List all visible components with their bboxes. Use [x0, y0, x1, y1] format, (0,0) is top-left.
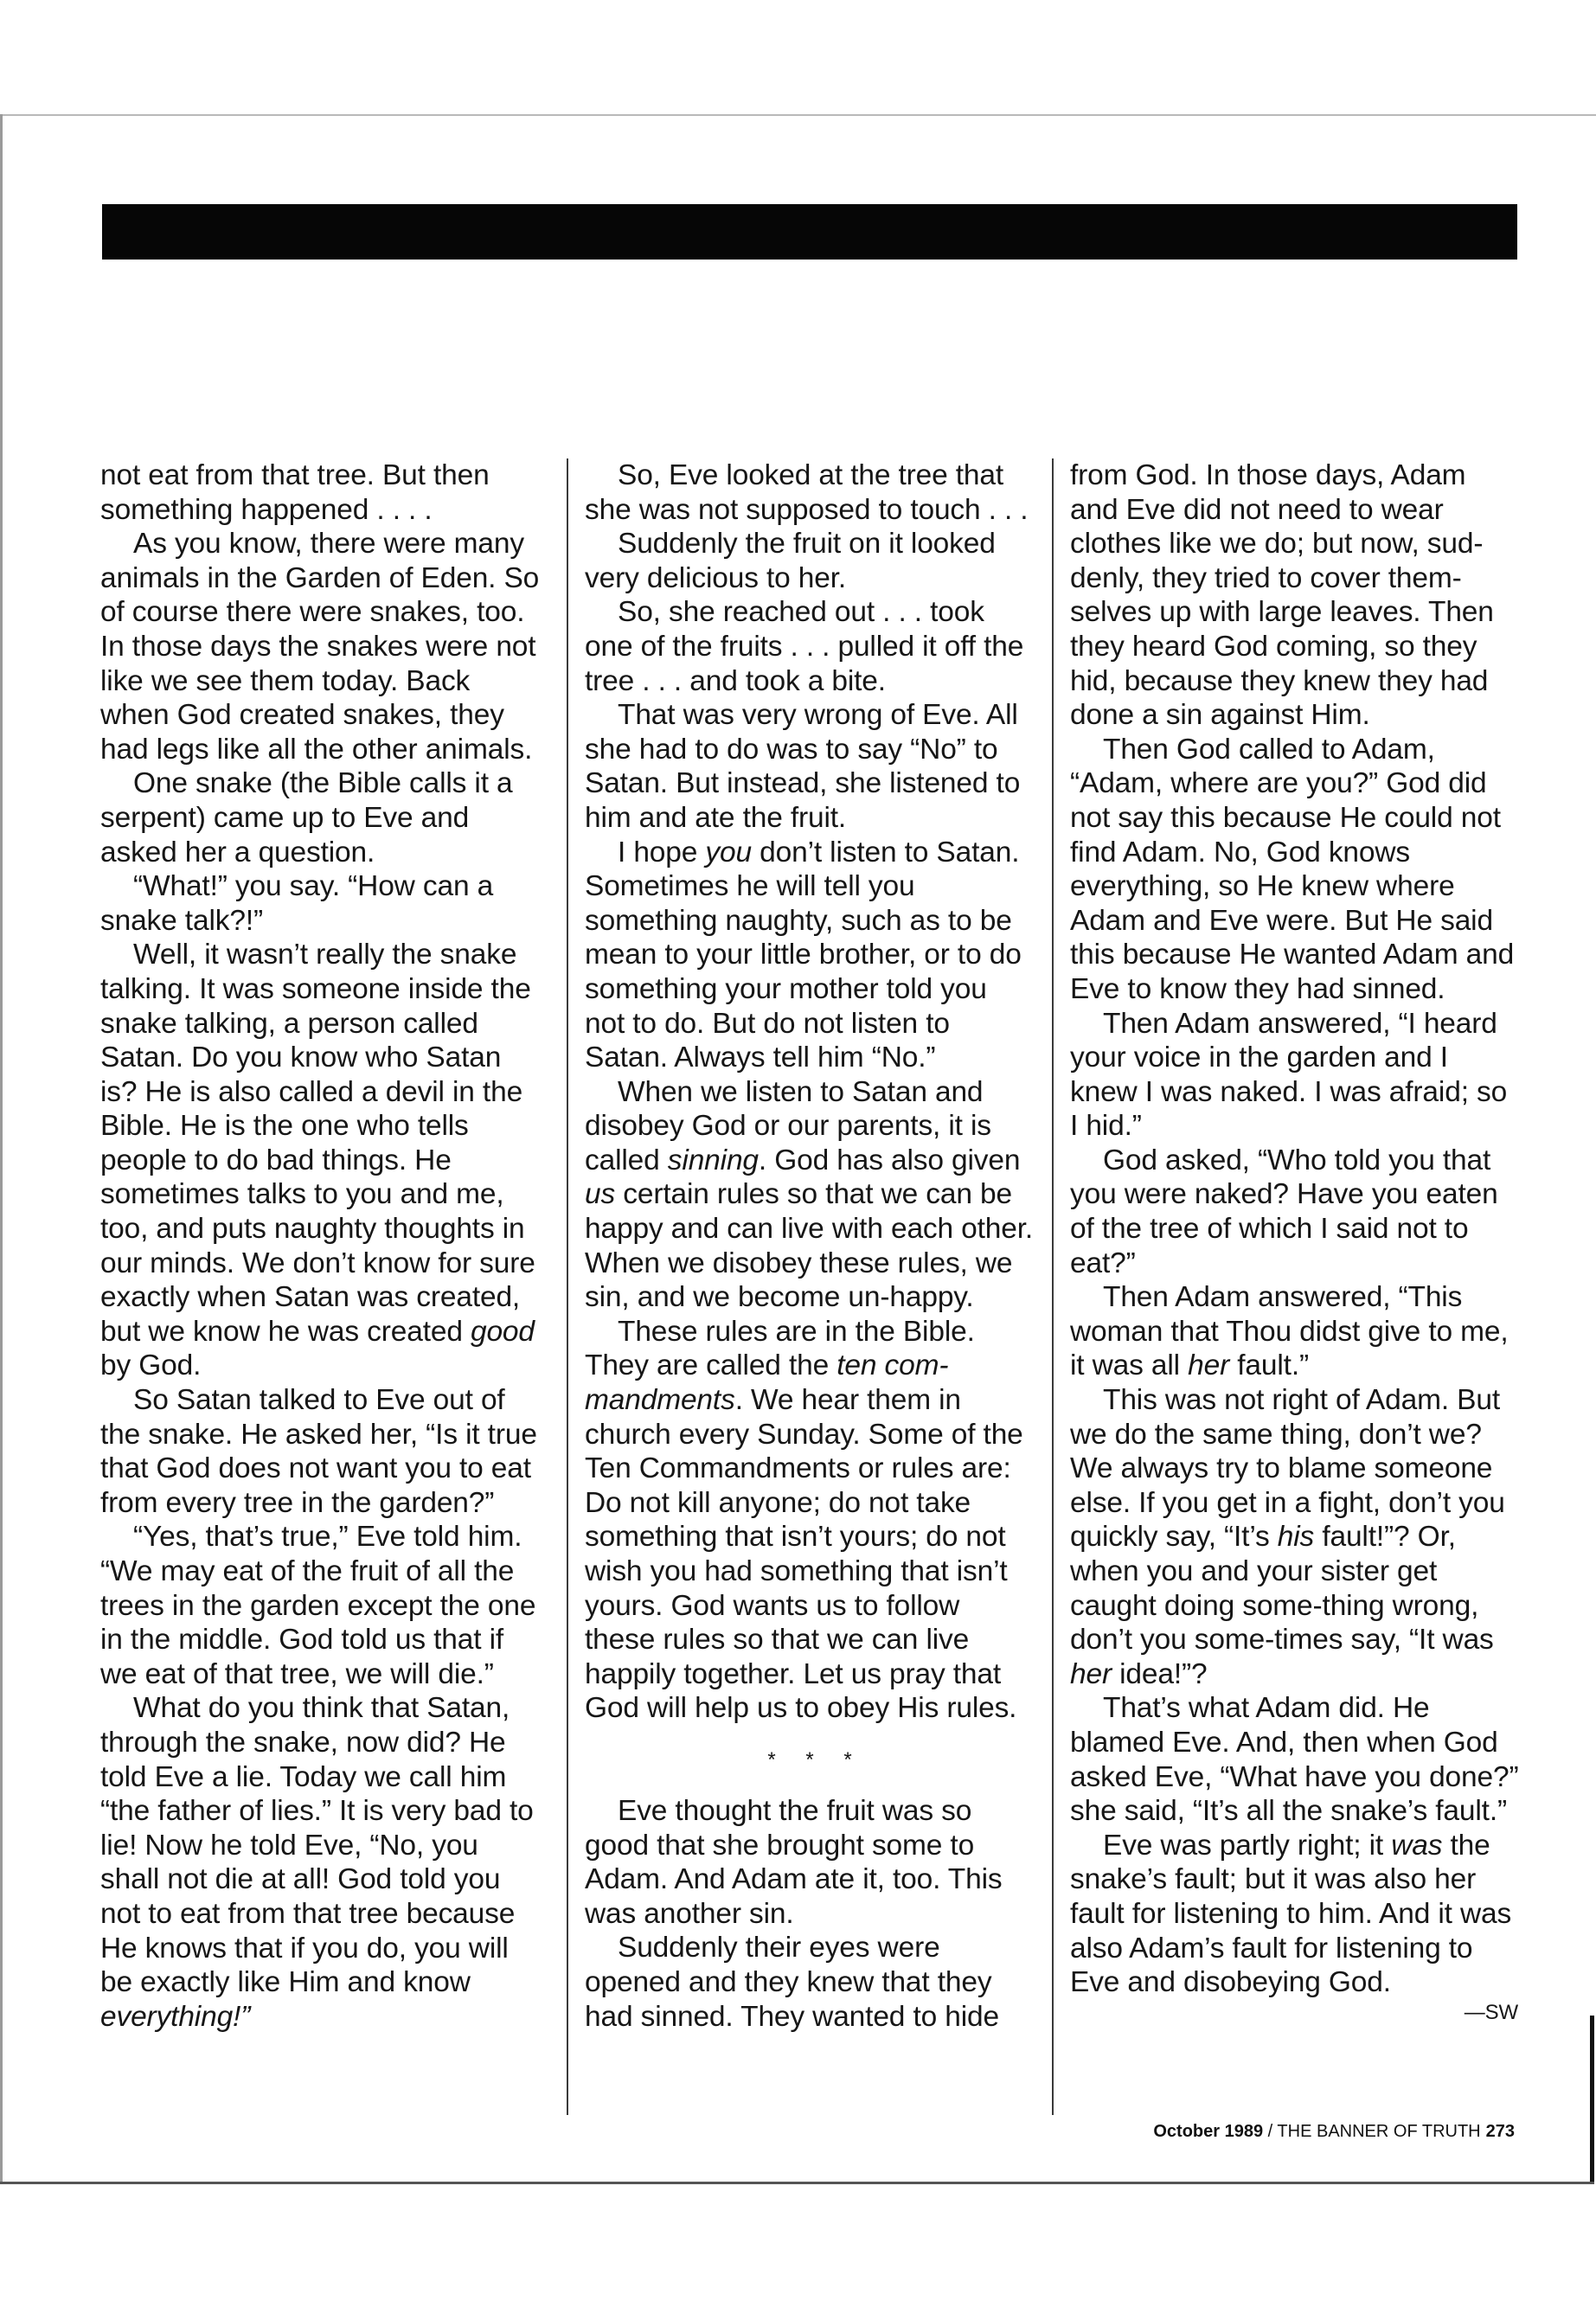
paragraph: Then Adam answered, “This woman that Thou didst give to me, it was all her fault.” [1070, 1281, 1509, 1382]
header-bar [102, 204, 1517, 260]
paragraph: not eat from that tree. But then something happened . . . . [100, 459, 490, 526]
paragraph: As you know, there were many animals in the Garden of Eden. So of course there were snakes, too. In those days the snakes were not like we see them today. Back when God created snakes, they had legs like all the other animals. [100, 528, 540, 766]
page-edge-left [0, 114, 3, 2183]
paragraph: When we listen to Satan and disobey God or our parents, it is called sinning. God has also given us certain rules so that we can be happy and can live with each other. When we disobey these rules, we sin, and we become un-happy. [585, 1075, 1034, 1314]
section-break: * * * [767, 1747, 864, 1772]
paragraph: Eve was partly right; it was the snake’s fault; but it was also her fault for listening to him. And it was also Adam’s fault for listening to Eve and disobeying God. [1070, 1829, 1512, 1999]
paragraph: That’s what Adam did. He blamed Eve. And, then when God asked Eve, “What have you done?” she said, “It’s all the snake’s fault.” [1070, 1692, 1519, 1828]
page-number: 273 [1485, 2122, 1515, 2141]
paragraph: Suddenly the fruit on it looked very delicious to her. [585, 528, 996, 594]
paragraph: God asked, “Who told you that you were naked? Have you eaten of the tree of which I said not to eat?” [1070, 1144, 1498, 1279]
paragraph: Then Adam answered, “I heard your voice in the garden and I knew I was naked. I was afraid; so I hid.” [1070, 1007, 1508, 1143]
paragraph: Well, it wasn’t really the snake talking. It was someone inside the snake talking, a person called Satan. Do you know who Satan is? He is also called a devil in the Bible. He is the one who tells people to do bad things. He sometimes talks to you and me, too, and puts naughty thoughts in our minds. We don’t know for sure exactly when Satan was created, but we know he was created good by God. [100, 939, 535, 1382]
column-3 [1070, 458, 1520, 2026]
page-edge-bottom [0, 2182, 1594, 2184]
column-2 [585, 458, 1035, 2034]
paragraph: So Satan talked to Eve out of the snake. He asked her, “Is it true that God does not want you to eat from every tree in the garden?” [100, 1384, 537, 1519]
column-rule [567, 458, 568, 2115]
column-rule [1052, 458, 1054, 2115]
page-edge-top [0, 114, 1596, 116]
paragraph: That was very wrong of Eve. All she had to do was to say “No” to Satan. But instead, she listened to him and ate the fruit. [585, 699, 1021, 834]
page-footer [1153, 2120, 1515, 2143]
paragraph: “What!” you say. “How can a snake talk?!” [100, 870, 494, 937]
footer-separator: / [1263, 2122, 1278, 2141]
paragraph: What do you think that Satan, through the snake, now did? He told Eve a lie. Today we call him “the father of lies.” It is very bad to lie! Now he told Eve, “No, you shall not die at all! God told you not to eat from that tree because He knows that if you do, you will be exactly like Him and know everything!” [100, 1692, 534, 2033]
author-signature: —SW [1464, 2000, 1518, 2024]
publication-name: THE BANNER OF TRUTH [1277, 2122, 1481, 2141]
paragraph: I hope you don’t listen to Satan. Sometimes he will tell you something naughty, such as to be mean to your little brother, or to do something your mother told you not to do. But do not listen to Satan. Always tell him “No.” [585, 836, 1022, 1074]
issue-date: October 1989 [1153, 2122, 1264, 2141]
paragraph: These rules are in the Bible. They are called the ten com-mandments. We hear them in church every Sunday. Some of the Ten Commandments or rules are: Do not kill anyone; do not take something that isn’t yours; do not wish you had something that isn’t yours. God wants us to follow these rules so that we can live happily together. Let us pray that God will help us to obey His rules. [585, 1315, 1023, 1725]
column-1 [100, 458, 542, 2034]
paragraph: This was not right of Adam. But we do the same thing, don’t we? We always try to blame someone else. If you get in a fight, don’t you quickly say, “It’s his fault!”? Or, when you and your sister get caught doing some-thing wrong, don’t you some-times say, “It was her idea!”? [1070, 1384, 1505, 1690]
paragraph: “Yes, that’s true,” Eve told him. “We may eat of the fruit of all the trees in the garden except the one in the middle. God told us that if we eat of that tree, we will die.” [100, 1521, 536, 1690]
page-edge-right [1590, 2016, 1594, 2183]
paragraph: One snake (the Bible calls it a serpent) came up to Eve and asked her a question. [100, 767, 513, 868]
paragraph: Then God called to Adam, “Adam, where are you?” God did not say this because He could not find Adam. No, God knows everything, so He knew where Adam and Eve were. But He said this because He wanted Adam and Eve to know they had sinned. [1070, 733, 1515, 1005]
paragraph: from God. In those days, Adam and Eve did not need to wear clothes like we do; but now, sud-denly, they tried to cover them-selves up with large leaves. Then they heard God coming, so they hid, because they knew they had done a sin against Him. [1070, 459, 1494, 732]
paragraph: Eve thought the fruit was so good that she brought some to Adam. And Adam ate it, too. This was another sin. [585, 1794, 1003, 1930]
paragraph: So, Eve looked at the tree that she was not supposed to touch . . . [585, 459, 1029, 526]
paragraph: Suddenly their eyes were opened and they knew that they had sinned. They wanted to hide [585, 1932, 999, 2033]
paragraph: So, she reached out . . . took one of the fruits . . . pulled it off the tree . . . and took a bite. [585, 596, 1024, 697]
